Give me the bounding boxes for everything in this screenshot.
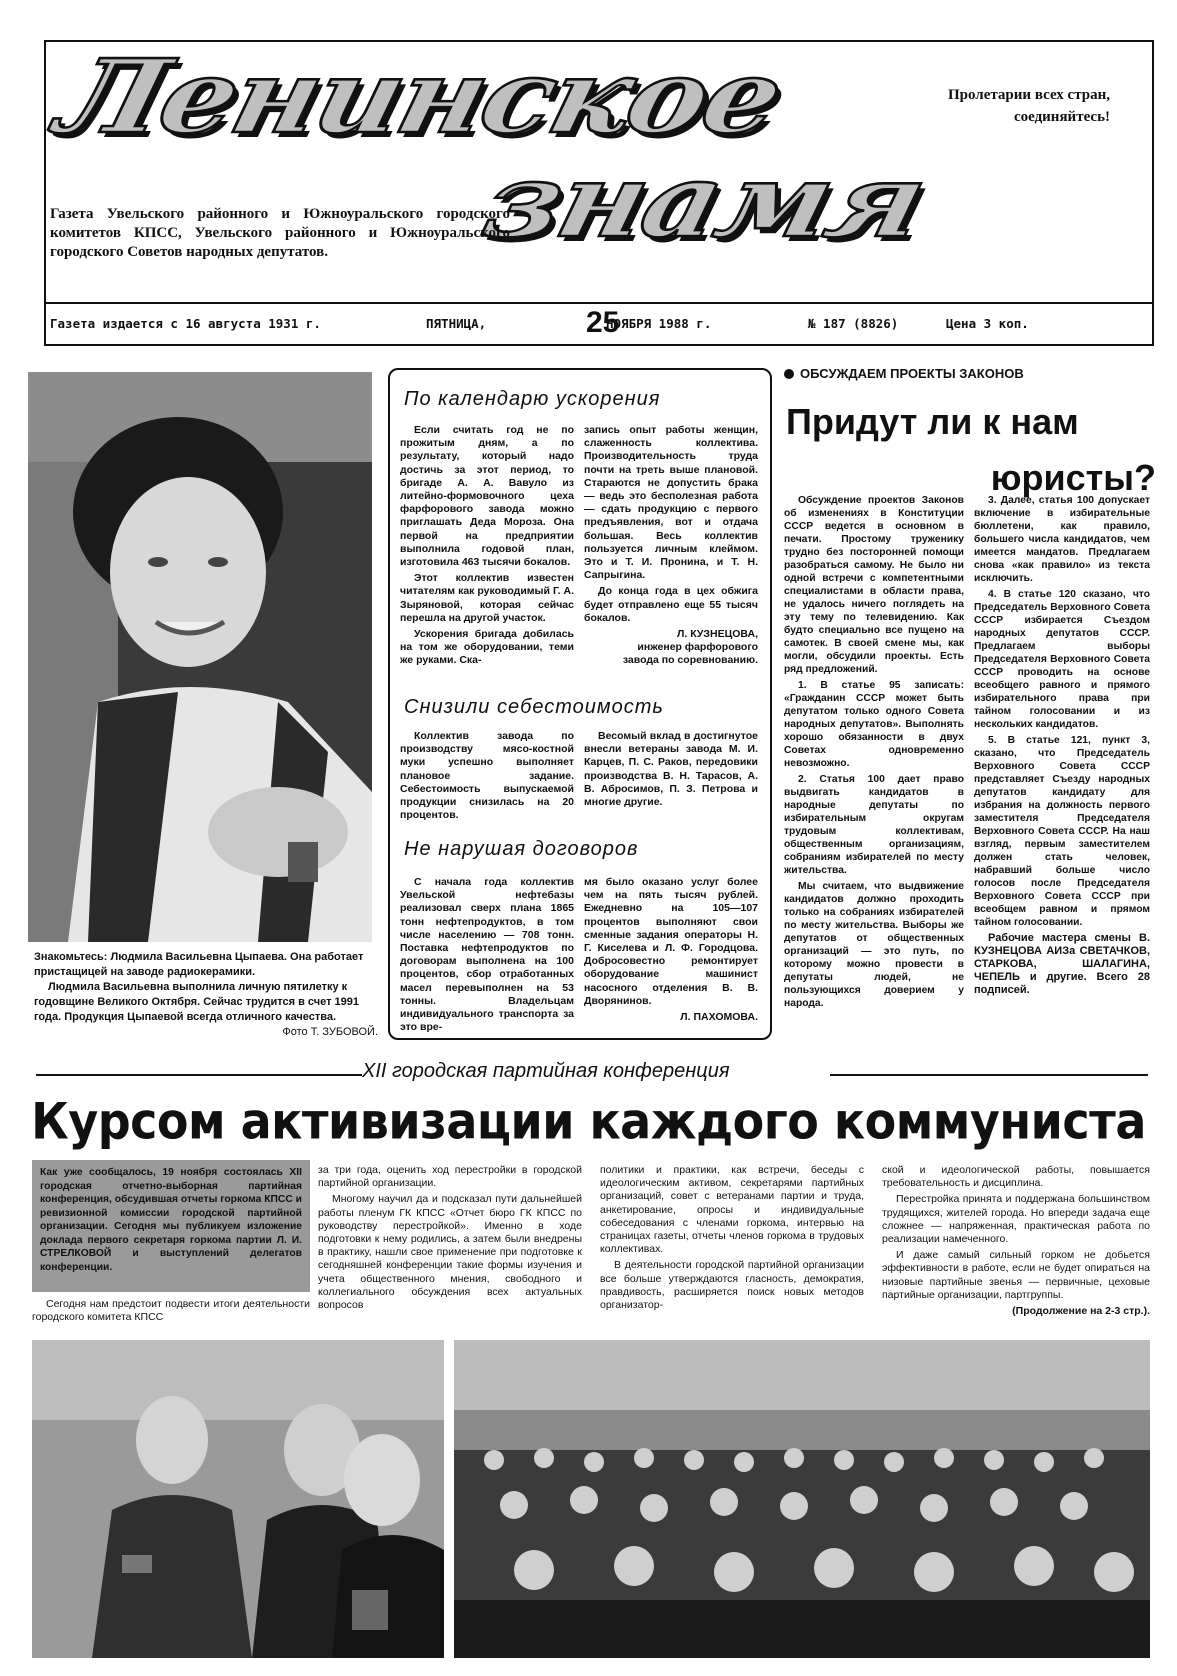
month-year: НОЯБРЯ 1988 г. (606, 316, 712, 331)
motto-line1: Пролетарии всех стран, (948, 87, 1110, 103)
photo-caption-p1: Знакомьтесь: Людмила Васильевна Цыпаева. Она работает пристащицей на заводе радиокерамики. (34, 951, 364, 978)
photo-caption (34, 950, 378, 1040)
conference-col4-p3: И даже самый сильный горком не добьется эффективности в работе, если не будет опираться на низовые партийные звенья — первичные, цеховые партийные организации, партгруппы. (882, 1249, 1150, 1301)
veterans-photo (32, 1340, 444, 1658)
right-col1-p2: 1. В статье 95 записать: «Гражданин СССР может быть депутатом только одного Совета народных депутатов». Выполнять хорошо обязанности в двух Советах одновременно невозможно. (784, 680, 964, 769)
conference-col3-p1: политики и практики, как встречи, беседы с идеологическим активом, секретарями партийных организаций, совет с ветеранами партии и труда, анкетирование, опросы и индивидуальные собеседования с членами горкома, интервью на страницах газеты, отчеты членов горкома в трудовых коллективах. (600, 1164, 864, 1256)
right-col2-p2: 4. В статье 120 сказано, что Председатель Верховного Совета СССР избирается Съездом народных депутатов СССР. Предлагаем выборы Председателя Верховного Совета СССР проводить на основе всеобщего равного и прямого избирательного права при тайном голосовании и из нескольких кандидатов. (974, 589, 1150, 730)
conference-col2-p2: Многому научил да и подсказал пути дальнейшей работы пленум ГК КПСС «Отчет бюро ГК КПСС по руководству перестройкой». Именно в ходе подготовки к нему родились, а затем были внедрены в практику, нашли свое применение при подготовке к сегодняшней конференции такие формы изучения и учета общественного мнения, свободного и коллегиального обсуждения всех актуальных вопросов (318, 1193, 582, 1312)
conference-hall-photo (454, 1340, 1150, 1658)
issue-info-bar (44, 302, 1154, 346)
right-col2-p1: 3. Далее, статья 100 допускает включение в избирательные бюллетени, как правило, большего числа кандидатов, чем имеется мандатов. Предлагаем снова «как правило» из текста исключить. (974, 495, 1150, 584)
bullet-icon (784, 369, 794, 379)
article2-col1-text: Коллектив завода по производству мясо-костной муки успешно выполняет плановое задание. Себестоимость выпускаемой продукции снизилась на 20 процентов. (400, 730, 574, 822)
photo-credit: Фото Т. ЗУБОВОЙ. (282, 1026, 378, 1038)
photo-caption-p2: Людмила Васильевна выполнила личную пятилетку к годовщине Великого Октября. Сейчас трудится в счет 1991 года. Продукция Цыпаевой всегда отличного качества. (34, 981, 360, 1023)
portrait-photo-graphic (28, 372, 372, 942)
article1-col1 (400, 424, 574, 671)
article3-col2-text: мя было оказано услуг более чем на пять тысяч рублей. Ежедневно на 105—107 процентов выполняют свои сменные задания операторы Н. Г. Киселева и Л. Ф. Городцова. Добросовестно ремонтирует оборудование машинист насосного отделения В. В. Дворянинов. (584, 876, 758, 1007)
rule-right (830, 1074, 1148, 1076)
article1-col1-p3: Ускорения бригада добилась на том же оборудовании, теми же руками. Ска- (400, 628, 574, 667)
article1-sign2: инженер фарфорового (637, 641, 758, 654)
conference-col1 (32, 1298, 310, 1327)
conference-hall-photo-graphic (454, 1340, 1150, 1658)
conference-col4-p2: Перестройка принята и поддержана большинством трудящихся, жителей города. Но впереди задача еще сложнее — напряженная, практическая работа по реализации намеченного. (882, 1193, 1150, 1246)
issue-number: № 187 (8826) (808, 316, 899, 331)
motto-line2: соединяйтесь! (1013, 109, 1110, 125)
conference-col2 (318, 1164, 582, 1315)
right-col1-p1: Обсуждение проектов Законов об изменениях в Конституции СССР ведется в основном в печати. Простому труженику трудно без посторонней помощи разобраться самому. Не было ни одной встречи с компетентными специалистами в области права, не удалось ничего поглядеть на эту тему по телевидению. Как будто специально все пущено на самотек. В своей смене мы, как могли, обсудили проекты. Есть ряд предложений. (784, 495, 964, 675)
conference-col4-p1: ской и идеологической работы, повышается требовательность и дисциплина. (882, 1164, 1150, 1190)
article1-col2-p2: До конца года в цех обжига будет отправлено еще 55 тысяч бокалов. (584, 585, 758, 624)
right-article-col1 (784, 494, 964, 1013)
day-number: 25 (586, 306, 620, 339)
article3-sign: Л. ПАХОМОВА. (680, 1011, 758, 1024)
conference-col2-p1: за три года, оценить ход перестройки в городской партийной организации. (318, 1164, 582, 1190)
right-col1-p3: 2. Статья 100 дает право выдвигать кандидатов в народные депутаты по избирательным округам трудовым коллективам, общественным организациям, собраниям избирателей по месту жительства. (784, 774, 964, 876)
right-col1-p4: Мы считаем, что выдвижение кандидатов должно проходить только на собраниях избирателей по месту жительства. Выборы же депутатов от общественных организаций — это путь, по которому можно провести в депутаты людей, не пользующихся доверием у народа. (784, 881, 964, 1009)
article2-title: Снизили себестоимость (404, 696, 664, 718)
article1-col2 (584, 424, 758, 667)
conference-headline: Курсом активизации каждого коммуниста (31, 1091, 1146, 1151)
publisher-info: Газета Увельского районного и Южноуральского городского комитетов КПСС, Увельского районного и Южноуральского городского Советов народных депутатов. (50, 206, 510, 260)
article1-sign1: Л. КУЗНЕЦОВА, (677, 628, 758, 641)
rubric-text: ОБСУЖДАЕМ ПРОЕКТЫ ЗАКОНОВ (800, 366, 1024, 381)
price: Цена 3 коп. (946, 316, 1029, 331)
article1-title: По календарю ускорения (404, 388, 661, 410)
portrait-photo (28, 372, 372, 942)
article3-col2 (584, 876, 758, 1024)
weekday: ПЯТНИЦА, (426, 316, 487, 331)
right-article-col2 (974, 494, 1150, 1000)
conference-col3-p2: В деятельности городской партийной организации все больше утверждаются гласность, демократия, правдивость, расширяется поиск новых методов организатор- (600, 1259, 864, 1312)
article2-col2-text: Весомый вклад в достигнутое внесли ветераны завода М. И. Карцев, П. С. Раков, передовики производства В. Н. Тарасов, А. В. Абросимов, П. З. Петрова и многие другие. (584, 730, 758, 809)
article2-col2 (584, 730, 758, 812)
published-since: Газета издается с 16 августа 1931 г. (50, 316, 321, 331)
conference-col4 (882, 1164, 1150, 1318)
article2-col1 (400, 730, 574, 825)
article3-col1-text: С начала года коллектив Увельской нефтебазы реализовал сверх плана 1865 тонн нефтепродуктов, в том числе населению — 708 тонн. Поставка нефтепродуктов по договорам выполнена на 100 процентов, сбор отработанных масел перевыполнен на 53 тонны. Владельцам индивидуального транспорта за это вре- (400, 876, 574, 1034)
continued-note: (Продолжение на 2-3 стр.). (1012, 1305, 1150, 1318)
right-title-line2: юристы? (990, 457, 1156, 498)
article1-col1-p2: Этот коллектив известен читателям как руководимый Г. А. Зыряновой, которая сейчас перешла на другой участок. (400, 572, 574, 624)
conference-col1-p1: Сегодня нам предстоит подвести итоги деятельности городского комитета КПСС (32, 1298, 310, 1324)
right-article-sign: Рабочие мастера смены В. КУЗНЕЦОВА АИЗа СВЕТАЧКОВ, СТАРКОВА, ШАЛАГИНА, ЧЕПЕЛЬ и другие. Всего 28 подписей. (974, 932, 1150, 996)
article3-col1 (400, 876, 574, 1037)
motto (880, 84, 1110, 128)
article1-sign3: завода по соревнованию. (622, 654, 758, 667)
conference-lead (32, 1160, 310, 1292)
conference-lead-text: Как уже сообщалось, 19 ноября состоялась XII городская отчетно-выборная партийная конференция, обсудившая отчеты горкома КПСС и ревизионной комиссии городской партийной организации. Сегодня мы публикуем изложение доклада первого секретаря горкома партии Л. И. СТРЕЛКОВОЙ и выступлений делегатов конференции. (40, 1167, 302, 1273)
rule-left (36, 1074, 362, 1076)
veterans-photo-graphic (32, 1340, 444, 1658)
newspaper-title-line1: Ленинское (46, 36, 793, 157)
right-title-line1: Придут ли к нам (786, 401, 1079, 442)
right-article-title (786, 394, 1156, 506)
conference-rubric: XII городская партийная конференция (362, 1060, 730, 1082)
article1-col2-p1: запись опыт работы женщин, слаженность коллектива. Производительность труда почти на треть выше плановой. Стараются не допустить брака — ведь это бесполезная работа — сдать продукцию с первого предъявления, вот и отдача большая. Весь коллектив пользуется личным клеймом. Это и Т. И. Пронина, и Т. Н. Сапрыгина. (584, 424, 758, 582)
conference-col3 (600, 1164, 864, 1315)
article1-col1-p1: Если считать год не по прожитым дням, а по результату, который надо достичь за этот период, то бригаде А. А. Вавуло из литейно-формовочного цеха фарфорового завода можно приглашать Деда Мороза. Она первой на предприятии выполнила годовой план, изготовила 463 тысячи бокалов. (400, 424, 574, 569)
rubric (784, 366, 1024, 381)
newspaper-title-line2: знамя (472, 140, 937, 261)
article3-title: Не нарушая договоров (404, 838, 639, 860)
right-col2-p3: 5. В статье 121, пункт 3, сказано, что Председатель Верховного Совета СССР представляет Съезду народных депутатов кандидату для избрания на должность первого заместителя Председателя Верховного Совета СССР. На наш взгляд, первым заместителем должен стать человек, набравший больше число голосов после Председателя Верховного Совета СССР при всеобщем равном и прямом тайном голосовании. (974, 735, 1150, 928)
